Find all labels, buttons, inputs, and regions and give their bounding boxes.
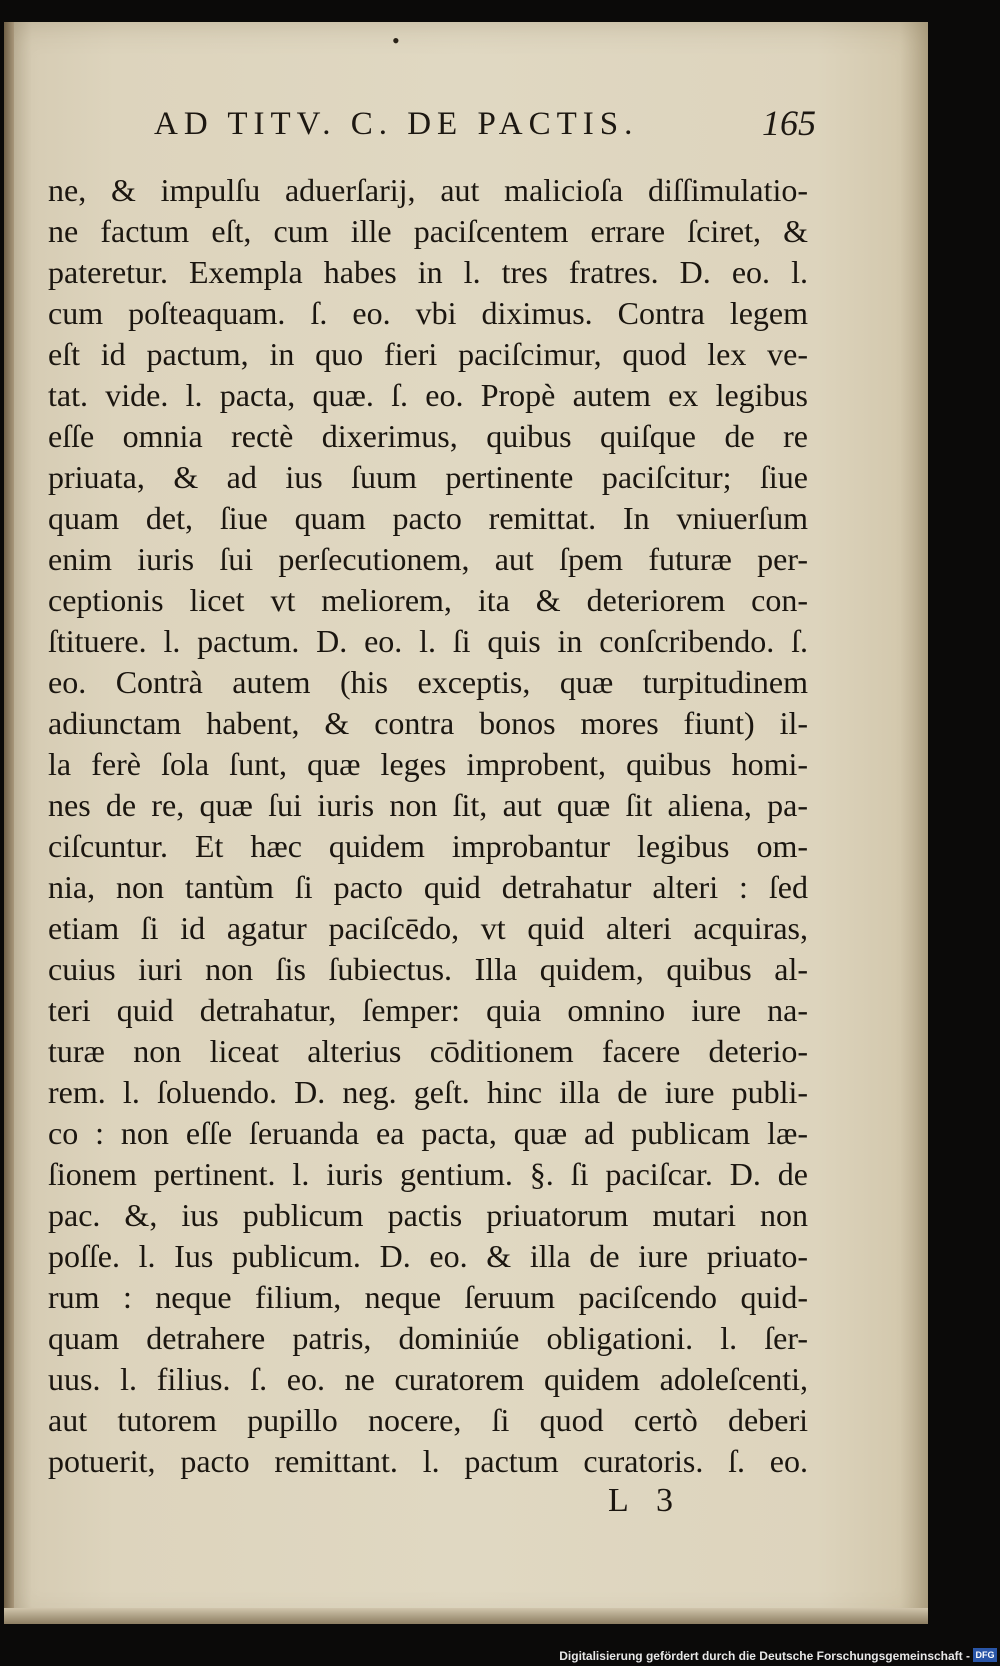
text-line: ſtituere. l. pactum. D. eo. l. ſi quis in conſcribendo. ſ. [48, 623, 808, 659]
text-line: pateretur. Exempla habes in l. tres fratres. D. eo. l. [48, 254, 808, 290]
text-line: quam det, ſiue quam pacto remittat. In vniuerſum [48, 500, 808, 536]
page-number: 165 [762, 103, 816, 143]
text-line: tat. vide. l. pacta, quæ. ſ. eo. Propè autem ex legibus [48, 377, 808, 413]
book-page [4, 22, 928, 1624]
text-line: adiunctam habent, & contra bonos mores fiunt) il- [48, 705, 808, 741]
text-line: rem. l. ſoluendo. D. neg. geſt. hinc illa de iure publi- [48, 1074, 808, 1110]
signature-mark: L 3 [608, 1482, 684, 1519]
page-edge [4, 22, 14, 1624]
text-line: enim iuris ſui perſecutionem, aut ſpem futuræ per- [48, 541, 808, 577]
text-line: aut tutorem pupillo nocere, ſi quod certò deberi [48, 1402, 808, 1438]
text-line: nia, non tantùm ſi pacto quid detrahatur alteri : ſed [48, 869, 808, 905]
text-line: turæ non liceat alterius cōditionem facere deterio- [48, 1033, 808, 1069]
ornament-mark: • [392, 28, 400, 53]
text-line: etiam ſi id agatur paciſcēdo, vt quid alteri acquiras, [48, 910, 808, 946]
running-head: AD TITV. C. DE PACTIS. [154, 106, 639, 142]
text-line: co : non eſſe ſeruanda ea pacta, quæ ad publicam læ- [48, 1115, 808, 1151]
text-line: ne factum eſt, cum ille paciſcentem errare ſciret, & [48, 213, 808, 249]
text-line: uus. l. filius. ſ. eo. ne curatorem quidem adoleſcenti, [48, 1361, 808, 1397]
text-line: ceptionis licet vt meliorem, ita & deteriorem con- [48, 582, 808, 618]
text-line: eſſe omnia rectè dixerimus, quibus quiſque de re [48, 418, 808, 454]
page-bottom-edge [4, 1608, 928, 1624]
text-line: cuius iuri non ſis ſubiectus. Illa quidem, quibus al- [48, 951, 808, 987]
text-line: la ferè ſola ſunt, quæ leges improbent, quibus homi- [48, 746, 808, 782]
text-line: ne, & impulſu aduerſarij, aut malicioſa diſſimulatio- [48, 172, 808, 208]
text-line: priuata, & ad ius ſuum pertinente paciſcitur; ſiue [48, 459, 808, 495]
text-line: poſſe. l. Ius publicum. D. eo. & illa de iure priuato- [48, 1238, 808, 1274]
text-line: ſionem pertinent. l. iuris gentium. §. ſi paciſcar. D. de [48, 1156, 808, 1192]
text-line: rum : neque filium, neque ſeruum paciſcendo quid- [48, 1279, 808, 1315]
text-line: teri quid detrahatur, ſemper: quia omnino iure na- [48, 992, 808, 1028]
text-line: quam detrahere patris, dominiúe obligationi. l. ſer- [48, 1320, 808, 1356]
text-line: eo. Contrà autem (his exceptis, quæ turpitudinem [48, 664, 808, 700]
dfg-logo: DFG [973, 1648, 997, 1662]
body-text [48, 170, 808, 1482]
text-line: pac. &, ius publicum pactis priuatorum mutari non [48, 1197, 808, 1233]
text-line: nes de re, quæ ſui iuris non ſit, aut quæ ſit aliena, pa- [48, 787, 808, 823]
text-line: ciſcuntur. Et hæc quidem improbantur legibus om- [48, 828, 808, 864]
text-line: potuerit, pacto remittant. l. pactum curatoris. ſ. eo. [48, 1443, 808, 1479]
footer-credit: Digitalisierung gefördert durch die Deutsche Forschungsgemeinschaft - [559, 1649, 970, 1663]
text-line: eſt id pactum, in quo fieri paciſcimur, quod lex ve- [48, 336, 808, 372]
text-line: cum poſteaquam. ſ. eo. vbi diximus. Contra legem [48, 295, 808, 331]
